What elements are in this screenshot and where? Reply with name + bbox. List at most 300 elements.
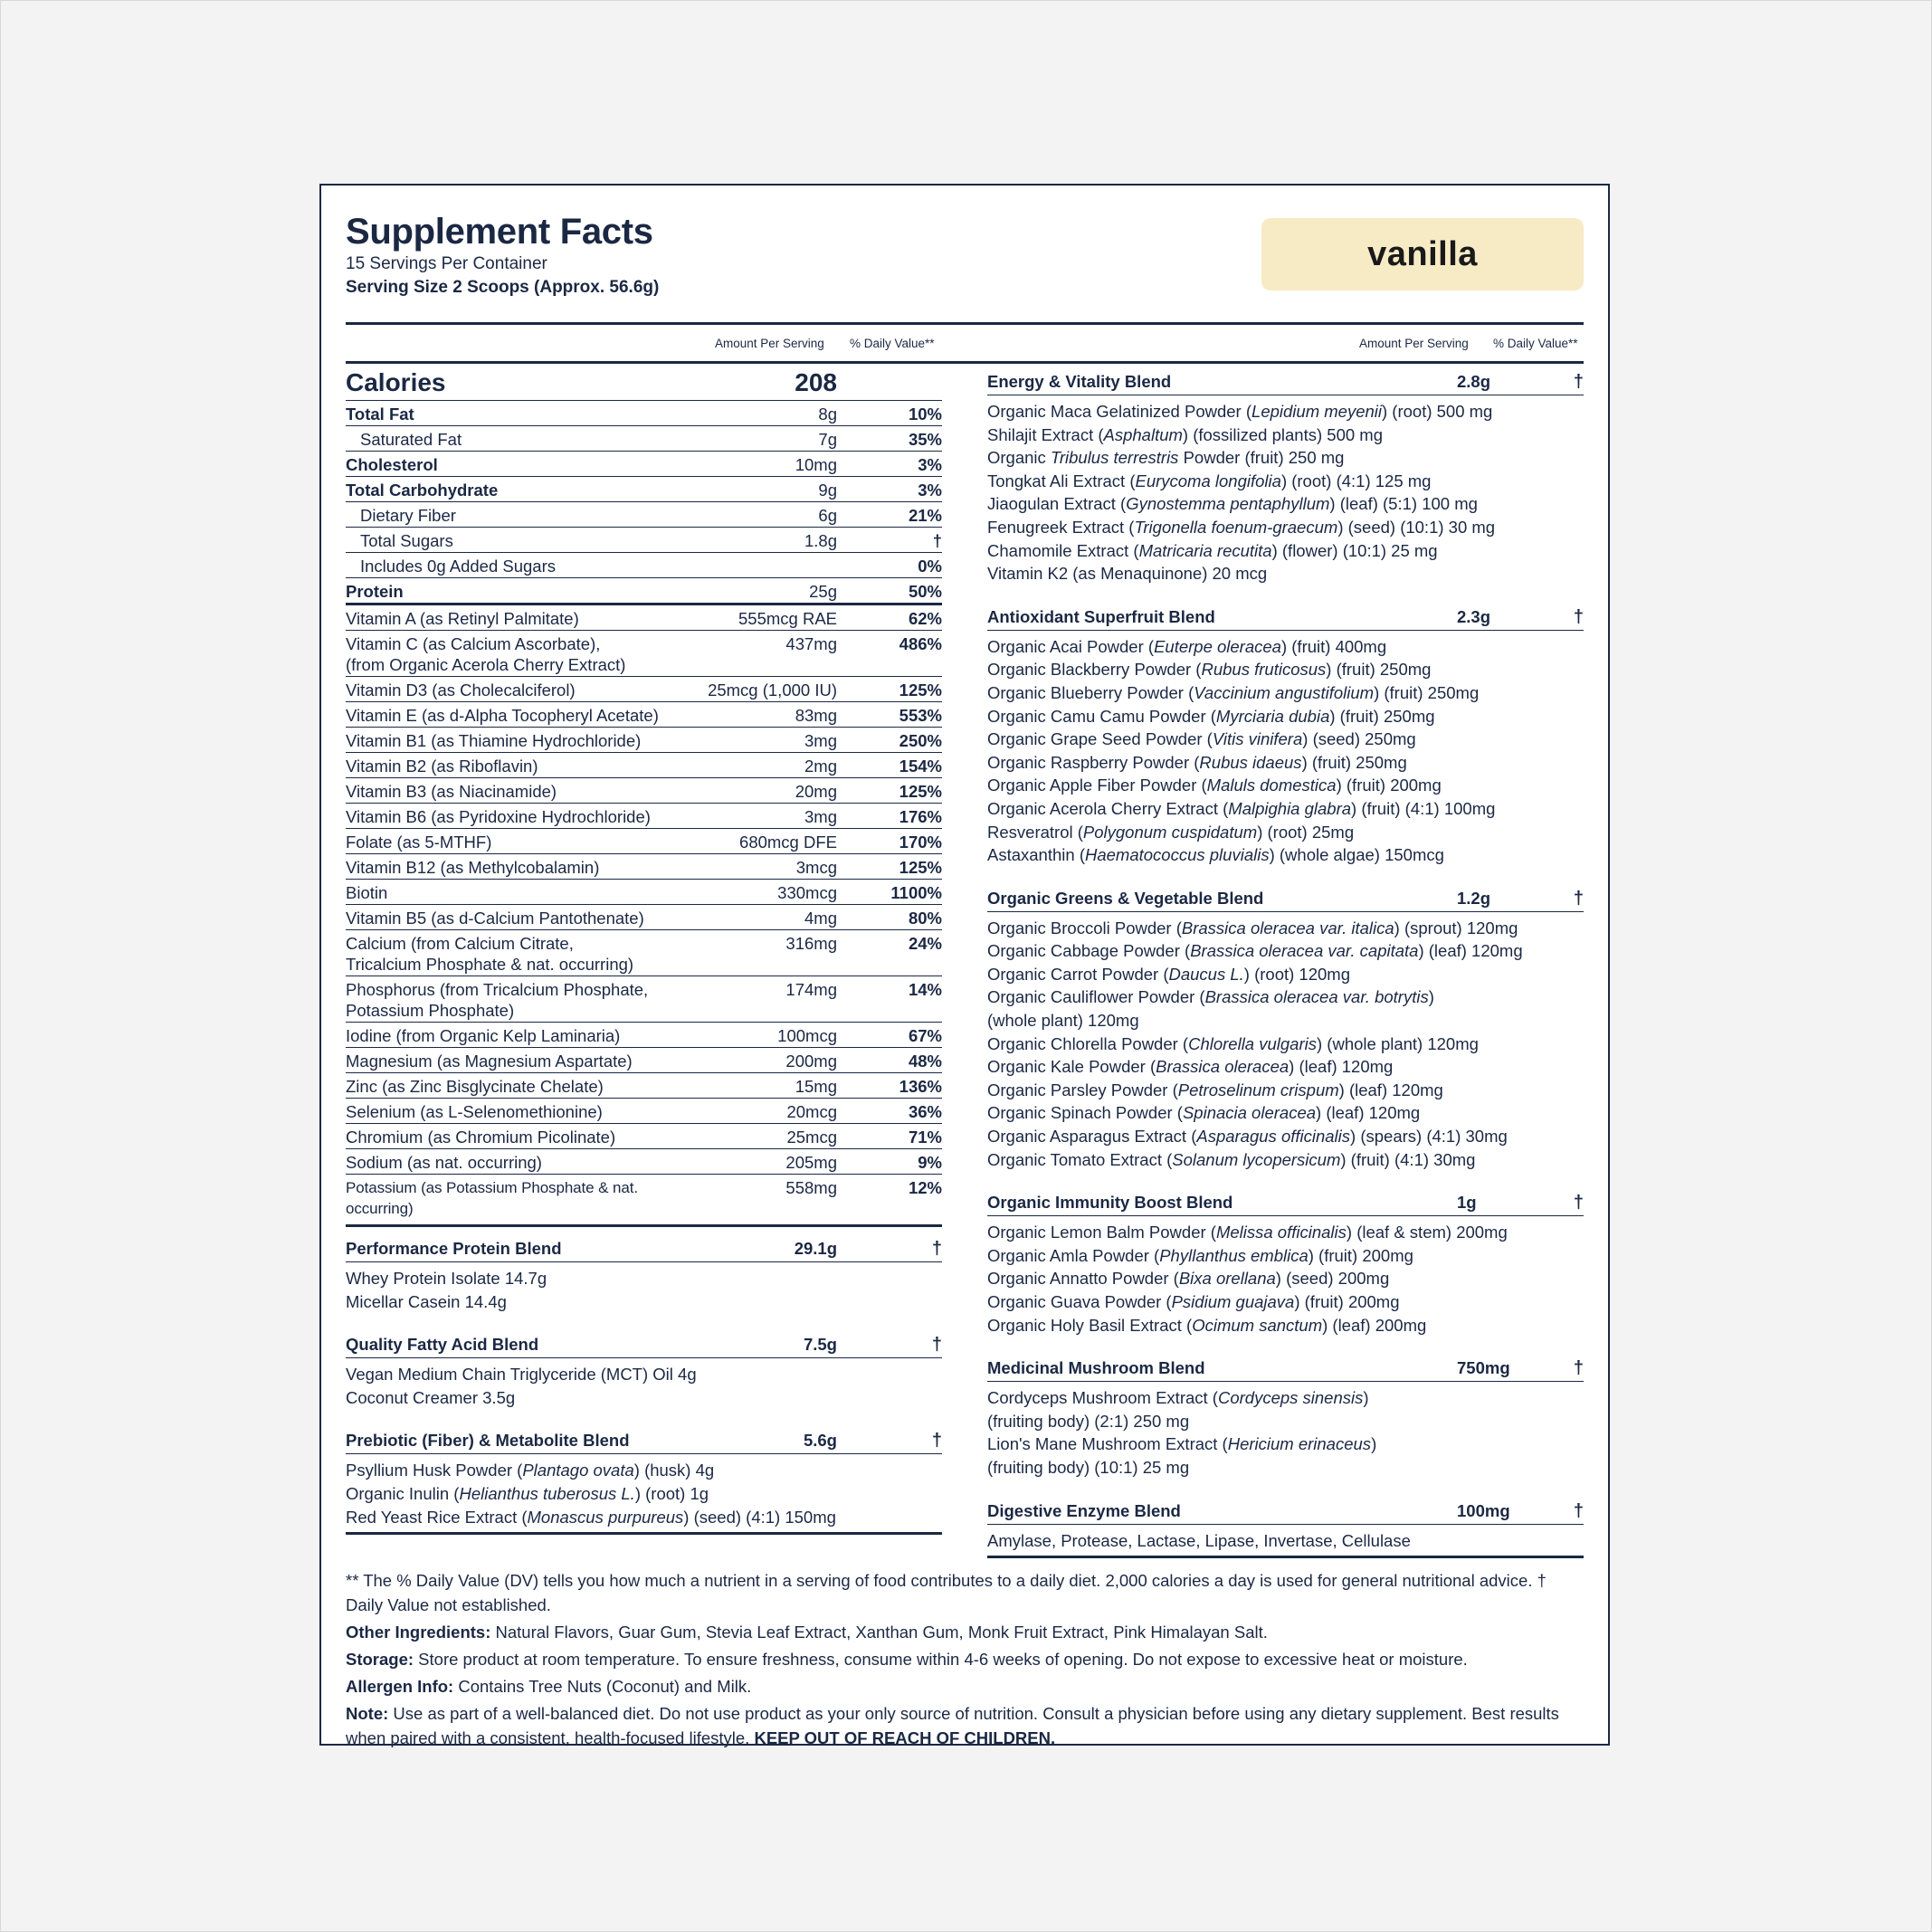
blend-section: [987, 1498, 1584, 1553]
nutrient-amount: 200mg: [785, 1052, 837, 1071]
nutrient-name: Chromium (as Chromium Picolinate): [346, 1128, 616, 1147]
blend-amount: 29.1g: [794, 1239, 837, 1258]
ingredient-line: [987, 562, 1584, 585]
column-headers: [346, 325, 1584, 361]
nutrient-name: Biotin: [346, 883, 388, 902]
nutrient-row: [346, 879, 942, 904]
ingredient-text: ) (fruit) 200mg: [1294, 1292, 1400, 1311]
ingredient-text: Organic Cabbage Powder (: [987, 941, 1191, 961]
dagger-icon: †: [931, 1239, 942, 1259]
nutrient-amount: 25g: [809, 582, 837, 601]
nutrient-amount: 316mg: [785, 934, 837, 953]
botanical-name: Monascus purpureus: [527, 1507, 684, 1527]
blend-name: Prebiotic (Fiber) & Metabolite Blend: [346, 1431, 630, 1451]
blend-section: [987, 1355, 1584, 1479]
nutrient-name: Potassium (as Potassium Phosphate & nat. occurring): [346, 1179, 638, 1217]
label-header: [346, 211, 1584, 322]
nutrient-name: Selenium (as L-Selenomethionine): [346, 1102, 603, 1121]
right-blends: [987, 364, 1584, 1552]
ingredient-text: ) (leaf) 120mg: [1316, 1103, 1421, 1123]
ingredient-line: [987, 1290, 1584, 1314]
ingredient-line: [987, 1244, 1584, 1268]
dv-header-left: % Daily Value**: [850, 337, 935, 350]
botanical-name: Tribulus terrestris: [1050, 448, 1179, 468]
ingredient-line: [987, 658, 1584, 681]
ingredient-line: [987, 400, 1584, 424]
ingredient-line: [987, 1125, 1584, 1148]
calories-label: Calories: [346, 368, 446, 396]
botanical-name: Brassica oleracea: [1156, 1057, 1290, 1077]
vitamins-list: [346, 603, 942, 1220]
nutrient-amount: 6g: [818, 506, 837, 525]
nutrient-dv: 71%: [908, 1128, 942, 1147]
nutrient-dv: 36%: [908, 1102, 942, 1121]
nutrient-name: Vitamin B1 (as Thiamine Hydrochloride): [346, 731, 642, 750]
ingredient-text: Organic Broccoli Powder (: [987, 918, 1182, 937]
nutrient-row: [346, 676, 942, 701]
nutrient-dv: 14%: [908, 980, 942, 999]
left-column: [346, 364, 942, 1558]
ingredient-text: ) (seed) (10:1) 30 mg: [1337, 517, 1496, 537]
nutrient-amount: 7g: [818, 430, 837, 449]
ingredient-text: Cordyceps Mushroom Extract (: [987, 1388, 1218, 1408]
nutrient-name: Vitamin B6 (as Pyridoxine Hydrochloride): [346, 807, 651, 826]
nutrient-amount: 558mg: [785, 1178, 837, 1197]
botanical-name: Vitis vinifera: [1212, 729, 1303, 749]
ingredient-text: Organic Blueberry Powder (: [987, 682, 1194, 702]
blend-header: [987, 604, 1584, 631]
label-footer: [346, 1568, 1584, 1750]
blend-section: [346, 1427, 942, 1528]
ingredient-text: ) (root) (4:1) 125 mg: [1280, 471, 1432, 490]
blend-items: [987, 395, 1584, 585]
ingredient-text: ) (spears) (4:1) 30mg: [1350, 1127, 1508, 1147]
other-ingredients-label: Other Ingredients:: [346, 1623, 491, 1642]
nutrient-name: Zinc (as Zinc Bisglycinate Chelate): [346, 1077, 604, 1096]
ingredient-text: ) (leaf & stem) 200mg: [1346, 1223, 1508, 1242]
nutrient-amount: 8g: [818, 404, 837, 424]
blend-section: [987, 885, 1584, 1172]
ingredient-line: [346, 1506, 942, 1529]
serving-size: Serving Size 2 Scoops (Approx. 56.6g): [346, 278, 660, 297]
ingredient-text: Organic Kale Powder (: [987, 1057, 1156, 1077]
ingredient-text: Organic Acai Powder (: [987, 636, 1155, 656]
blend-amount: 1.2g: [1457, 888, 1491, 908]
ingredient-line: [987, 797, 1584, 821]
blend-section: [987, 604, 1584, 867]
nutrient-dv: 21%: [908, 506, 942, 525]
nutrient-name: Includes 0g Added Sugars: [360, 557, 556, 576]
nutrient-dv: 250%: [899, 731, 942, 750]
right-column: [987, 364, 1584, 1558]
nutrient-amount: 1.8g: [804, 531, 837, 550]
botanical-name: Bixa orellana: [1178, 1269, 1276, 1289]
nutrient-name: Magnesium (as Magnesium Aspartate): [346, 1052, 633, 1071]
ingredient-text: ) (seed) 250mg: [1302, 729, 1416, 749]
nutrient-row: [346, 929, 942, 976]
blend-name: Organic Immunity Boost Blend: [987, 1193, 1233, 1213]
allergen-label: Allergen Info:: [346, 1677, 454, 1697]
nutrient-name: Vitamin E (as d-Alpha Tocopheryl Acetate): [346, 706, 659, 725]
blend-name: Performance Protein Blend: [346, 1239, 562, 1258]
ingredient-text: Organic Grape Seed Powder (: [987, 729, 1213, 749]
botanical-name: Polygonum cuspidatum: [1082, 822, 1258, 842]
nutrient-dv: 12%: [908, 1178, 942, 1197]
nutrient-name: Saturated Fat: [360, 430, 462, 449]
nutrient-dv: 24%: [908, 934, 942, 953]
blend-header: [346, 1235, 942, 1262]
right-bottom-rule: [987, 1556, 1584, 1558]
nutrient-row: [346, 1174, 942, 1220]
blend-header: [987, 885, 1584, 912]
ingredient-line: [987, 985, 1584, 1009]
other-ingredients-text: Natural Flavors, Guar Gum, Stevia Leaf Extract, Xanthan Gum, Monk Fruit Extract, Pink Himalayan Salt.: [490, 1623, 1268, 1642]
ingredient-text: ): [1428, 987, 1434, 1007]
blend-header: [987, 1498, 1584, 1525]
nutrient-dv: 154%: [899, 757, 942, 776]
nutrient-name: Vitamin B5 (as d-Calcium Pantothenate): [346, 909, 644, 928]
nutrient-row: [346, 425, 942, 451]
dagger-icon: †: [1573, 888, 1584, 909]
ingredient-line: [987, 1148, 1584, 1172]
botanical-name: Phyllanthus emblica: [1159, 1245, 1309, 1265]
nutrient-dv: 67%: [908, 1026, 942, 1045]
ingredient-line: [987, 963, 1584, 986]
ingredient-text: ) (fruit) 250mg: [1329, 706, 1435, 726]
ingredient-text: ) (leaf) 120mg: [1289, 1057, 1394, 1077]
botanical-name: Eurycoma longifolia: [1135, 471, 1281, 490]
nutrient-amount: 680mcg DFE: [739, 833, 837, 852]
ingredient-text: Amylase, Protease, Lactase, Lipase, Invertase, Cellulase: [987, 1530, 1411, 1550]
blend-items: [346, 1358, 942, 1409]
nutrient-dv: 9%: [918, 1153, 942, 1172]
ingredient-text: ) (fruit) (4:1) 30mg: [1340, 1149, 1476, 1169]
nutrient-amount: 4mg: [804, 909, 837, 928]
ingredient-text: Organic Parsley Powder (: [987, 1080, 1178, 1099]
nutrient-name: Vitamin B2 (as Riboflavin): [346, 757, 538, 776]
ingredient-text: ) (seed) 200mg: [1275, 1269, 1390, 1289]
storage-label: Storage:: [346, 1650, 414, 1670]
ingredient-text: Whey Protein Isolate 14.7g: [346, 1269, 547, 1288]
note: [346, 1701, 1584, 1750]
ingredient-text: Organic Spinach Powder (: [987, 1103, 1183, 1123]
ingredient-text: Psyllium Husk Powder (: [346, 1461, 523, 1480]
ingredient-text: ) (fruit) 250mg: [1374, 682, 1480, 702]
ingredient-text: Organic Carrot Powder (: [987, 964, 1169, 984]
nutrient-amount: 3mcg: [795, 858, 837, 877]
botanical-name: Euterpe oleracea: [1154, 636, 1281, 656]
ingredient-text: Organic Lemon Balm Powder (: [987, 1223, 1216, 1242]
ingredient-text: ) (root) 500 mg: [1382, 402, 1493, 421]
blend-header: [987, 368, 1584, 395]
botanical-name: Malpighia glabra: [1228, 798, 1352, 818]
ingredient-line: [987, 1386, 1584, 1410]
nutrient-amount: 15mg: [795, 1077, 837, 1096]
nutrient-name: Total Carbohydrate: [346, 481, 499, 500]
note-warning: KEEP OUT OF REACH OF CHILDREN.: [754, 1728, 1056, 1748]
nutrient-row: [346, 803, 942, 828]
nutrient-row: [346, 1072, 942, 1098]
nutrient-row: [346, 727, 942, 752]
ingredient-text: Organic Annatto Powder (: [987, 1269, 1179, 1289]
ingredient-line: [987, 446, 1584, 470]
nutrient-dv: 50%: [908, 582, 942, 601]
ingredient-text: Red Yeast Rice Extract (: [346, 1507, 528, 1527]
botanical-name: Psidium guajava: [1171, 1292, 1295, 1311]
nutrient-row: [346, 577, 942, 603]
nutrients-list: [346, 400, 942, 603]
botanical-name: Gynostemma pentaphyllum: [1126, 494, 1330, 514]
storage-text: Store product at room temperature. To ensure freshness, consume within 4-6 weeks of opening. Do not expose to excessive heat or moisture.: [414, 1650, 1468, 1670]
left-blends: [346, 1224, 942, 1528]
ingredient-text: Organic Chlorella Powder (: [987, 1033, 1189, 1053]
nutrient-name: Vitamin D3 (as Cholecalciferol): [346, 680, 576, 700]
botanical-name: Cordyceps sinensis: [1217, 1388, 1364, 1408]
nutrient-name: Iodine (from Organic Kelp Laminaria): [346, 1026, 621, 1045]
ingredient-line: [987, 1314, 1584, 1337]
blend-amount: 750mg: [1457, 1358, 1510, 1378]
ingredient-text: ) (whole algae) 150mcg: [1269, 845, 1444, 865]
dagger-icon: †: [1573, 372, 1584, 392]
nutrient-dv: 48%: [908, 1052, 942, 1071]
nutrient-amount: 100mcg: [777, 1026, 837, 1045]
nutrient-row: [346, 1047, 942, 1072]
blend-name: Organic Greens & Vegetable Blend: [987, 888, 1264, 908]
nutrient-name: Total Sugars: [360, 531, 453, 550]
note-label: Note:: [346, 1704, 389, 1724]
blend-items: [987, 1382, 1584, 1479]
dagger-icon: †: [931, 1335, 942, 1356]
ingredient-text: Vitamin K2 (as Menaquinone) 20 mcg: [987, 564, 1268, 584]
ingredient-text: Shilajit Extract (: [987, 424, 1104, 444]
blend-items: [987, 1216, 1584, 1337]
ingredient-text: Chamomile Extract (: [987, 540, 1139, 560]
ingredient-text: ) (fossilized plants) 500 mg: [1182, 424, 1383, 444]
ingredient-text: ) (leaf) 120mg: [1338, 1080, 1443, 1099]
blend-name: Medicinal Mushroom Blend: [987, 1358, 1205, 1378]
ingredient-text: (fruiting body) (10:1) 25 mg: [987, 1457, 1190, 1477]
nutrient-row: [346, 603, 942, 630]
ingredient-line: [987, 492, 1584, 516]
botanical-name: Myrciaria dubia: [1215, 706, 1330, 726]
blend-header: [346, 1331, 942, 1358]
nutrient-amount: 205mg: [785, 1153, 837, 1172]
nutrient-amount: 25mcg: [786, 1128, 837, 1147]
ingredient-text: ) (root) 120mg: [1243, 964, 1350, 984]
ingredient-line: [987, 1009, 1584, 1033]
nutrient-amount: 555mcg RAE: [738, 609, 837, 628]
nutrient-name: Dietary Fiber: [360, 506, 456, 525]
ingredient-line: [346, 1290, 942, 1314]
ingredient-line: [987, 539, 1584, 563]
ingredient-line: [987, 635, 1584, 659]
botanical-name: Matricaria recutita: [1138, 540, 1272, 560]
ingredient-line: [987, 1055, 1584, 1079]
ingredient-line: [987, 1033, 1584, 1056]
nutrient-row: [346, 527, 942, 552]
dv-header-right: % Daily Value**: [1493, 337, 1578, 350]
ingredient-text: Lion's Mane Mushroom Extract (: [987, 1434, 1228, 1454]
ingredient-line: [346, 1386, 942, 1410]
nutrient-amount: 10mg: [795, 455, 837, 474]
ingredient-text: ) (leaf) (5:1) 100 mg: [1329, 494, 1478, 514]
ingredient-line: [987, 751, 1584, 775]
nutrient-name: Cholesterol: [346, 455, 438, 474]
nutrient-name: Protein: [346, 582, 404, 601]
note-text: Use as part of a well-balanced diet. Do not use product as your only source of nutrition. Consult a physician before using any dietary supplement. Best results when paired with a consistent, health-focused lifestyle.: [346, 1704, 1559, 1748]
ingredient-line: [987, 516, 1584, 539]
blend-section: [987, 364, 1584, 585]
nutrient-row: [346, 752, 942, 777]
nutrient-dv: †: [932, 531, 942, 550]
ingredient-line: [987, 1079, 1584, 1102]
ingredient-text: Tongkat Ali Extract (: [987, 471, 1136, 490]
ingredient-text: ) (sprout) 120mg: [1394, 918, 1518, 937]
blend-name: Digestive Enzyme Blend: [987, 1500, 1181, 1520]
nutrient-amount: 437mg: [785, 634, 837, 653]
ingredient-text: ) (whole plant) 120mg: [1317, 1033, 1479, 1053]
ingredient-line: [987, 917, 1584, 940]
ingredient-text: Organic Apple Fiber Powder (: [987, 776, 1207, 795]
botanical-name: Vaccinium angustifolium: [1194, 682, 1375, 702]
nutrient-row: [346, 777, 942, 803]
nutrient-row: [346, 400, 942, 425]
nutrient-dv: 1100%: [890, 883, 942, 902]
blend-amount: 2.3g: [1457, 606, 1491, 626]
ingredient-line: [987, 470, 1584, 493]
nutrient-name: Calcium (from Calcium Citrate, Tricalcium Phosphate & nat. occurring): [346, 934, 634, 974]
nutrient-name: Vitamin C (as Calcium Ascorbate), (from Organic Acerola Cherry Extract): [346, 634, 626, 674]
blend-name: Quality Fatty Acid Blend: [346, 1335, 539, 1355]
blend-items: [987, 912, 1584, 1172]
supplement-facts-label: [319, 184, 1610, 1746]
ingredient-text: Organic Cauliflower Powder (: [987, 987, 1205, 1007]
dagger-icon: †: [1573, 1358, 1584, 1379]
ingredient-text: ) (fruit) 250mg: [1301, 752, 1407, 772]
ingredient-text: Fenugreek Extract (: [987, 517, 1135, 537]
botanical-name: Asphaltum: [1103, 424, 1183, 444]
left-bottom-rule: [346, 1532, 942, 1535]
nutrient-row: [346, 630, 942, 676]
blend-name: Antioxidant Superfruit Blend: [987, 606, 1215, 626]
ingredient-text: ) (root) 25mg: [1257, 822, 1355, 842]
ingredient-line: [987, 424, 1584, 447]
blend-section: [987, 1189, 1584, 1337]
label-columns: [346, 364, 1584, 1558]
blend-amount: 1g: [1457, 1193, 1477, 1213]
botanical-name: Helianthus tuberosus L.: [459, 1483, 635, 1503]
botanical-name: Petroselinum crispum: [1177, 1080, 1339, 1099]
ingredient-line: [987, 1101, 1584, 1125]
nutrient-dv: 3%: [918, 481, 942, 500]
blend-items: [987, 631, 1584, 867]
ingredient-text: (fruiting body) (2:1) 250 mg: [987, 1411, 1190, 1431]
nutrient-row: [346, 552, 942, 577]
nutrient-amount: 20mg: [795, 782, 837, 801]
nutrient-name: Total Fat: [346, 404, 414, 424]
botanical-name: Brassica oleracea var. italica: [1181, 918, 1394, 937]
ingredient-text: Organic Raspberry Powder (: [987, 752, 1200, 772]
botanical-name: Rubus fruticosus: [1201, 660, 1327, 680]
ingredient-line: [987, 843, 1584, 867]
blend-amount: 100mg: [1457, 1500, 1510, 1520]
nutrient-dv: 0%: [918, 557, 942, 576]
ingredient-line: [346, 1363, 942, 1386]
ingredient-text: Coconut Creamer 3.5g: [346, 1387, 516, 1407]
ingredient-text: Organic Camu Camu Powder (: [987, 706, 1216, 726]
nutrient-row: [346, 976, 942, 1022]
nutrient-dv: 62%: [908, 609, 942, 628]
botanical-name: Daucus L.: [1168, 964, 1244, 984]
ingredient-line: [346, 1459, 942, 1482]
ingredient-text: ) (husk) 4g: [633, 1461, 715, 1480]
ingredient-line: [987, 821, 1584, 844]
ingredient-line: [987, 1456, 1584, 1480]
botanical-name: Brassica oleracea var. botrytis: [1204, 987, 1429, 1007]
botanical-name: Rubus idaeus: [1199, 752, 1302, 772]
other-ingredients: [346, 1620, 1584, 1644]
ingredient-line: [987, 1267, 1584, 1290]
nutrient-row: [346, 701, 942, 727]
ingredient-text: ): [1371, 1434, 1377, 1454]
ingredient-text: ) (fruit) 200mg: [1336, 776, 1442, 795]
nutrient-row: [346, 451, 942, 476]
ingredient-line: [987, 1410, 1584, 1433]
nutrient-name: Sodium (as nat. occurring): [346, 1153, 542, 1172]
nutrient-dv: 35%: [908, 430, 942, 449]
calories-row: [346, 364, 942, 400]
ingredient-text: ) (seed) (4:1) 150mg: [683, 1507, 836, 1527]
ingredient-line: [987, 681, 1584, 705]
allergen-info: [346, 1674, 1584, 1699]
nutrient-dv: 176%: [899, 807, 942, 826]
ingredient-line: [346, 1482, 942, 1506]
blend-amount: 2.8g: [1457, 372, 1491, 391]
nutrient-dv: 125%: [899, 782, 942, 801]
botanical-name: Solanum lycopersicum: [1172, 1149, 1341, 1169]
ingredient-text: Resveratrol (: [987, 822, 1083, 842]
blend-header: [987, 1355, 1584, 1382]
nutrient-name: Folate (as 5-MTHF): [346, 833, 492, 852]
nutrient-row: [346, 1022, 942, 1047]
ingredient-text: ) (fruit) 400mg: [1280, 636, 1387, 656]
nutrient-amount: 3mg: [804, 807, 837, 826]
nutrient-dv: 486%: [899, 634, 942, 653]
dagger-icon: †: [1573, 1193, 1584, 1213]
ingredient-text: ) (leaf) 120mg: [1418, 941, 1523, 961]
nutrient-amount: 330mcg: [777, 883, 837, 902]
nutrient-row: [346, 1123, 942, 1148]
ingredient-text: Organic Guava Powder (: [987, 1292, 1172, 1311]
ingredient-text: ) (fruit) 250mg: [1326, 660, 1432, 680]
ingredient-line: [987, 705, 1584, 728]
blend-amount: 5.6g: [803, 1431, 837, 1451]
nutrient-row: [346, 476, 942, 501]
nutrient-dv: 10%: [908, 404, 942, 424]
nutrient-name: Vitamin B3 (as Niacinamide): [346, 782, 557, 801]
nutrient-row: [346, 853, 942, 879]
ingredient-text: Organic: [987, 448, 1051, 468]
nutrient-dv: 136%: [899, 1077, 942, 1096]
blend-items: [346, 1454, 942, 1528]
botanical-name: Hericium erinaceus: [1227, 1434, 1372, 1454]
nutrient-dv: 3%: [918, 455, 942, 474]
nutrient-dv: 125%: [899, 680, 942, 700]
nutrient-amount: 20mcg: [786, 1102, 837, 1121]
ingredient-text: Organic Acerola Cherry Extract (: [987, 798, 1229, 818]
nutrient-name: Vitamin A (as Retinyl Palmitate): [346, 609, 579, 628]
nutrient-dv: 125%: [899, 858, 942, 877]
